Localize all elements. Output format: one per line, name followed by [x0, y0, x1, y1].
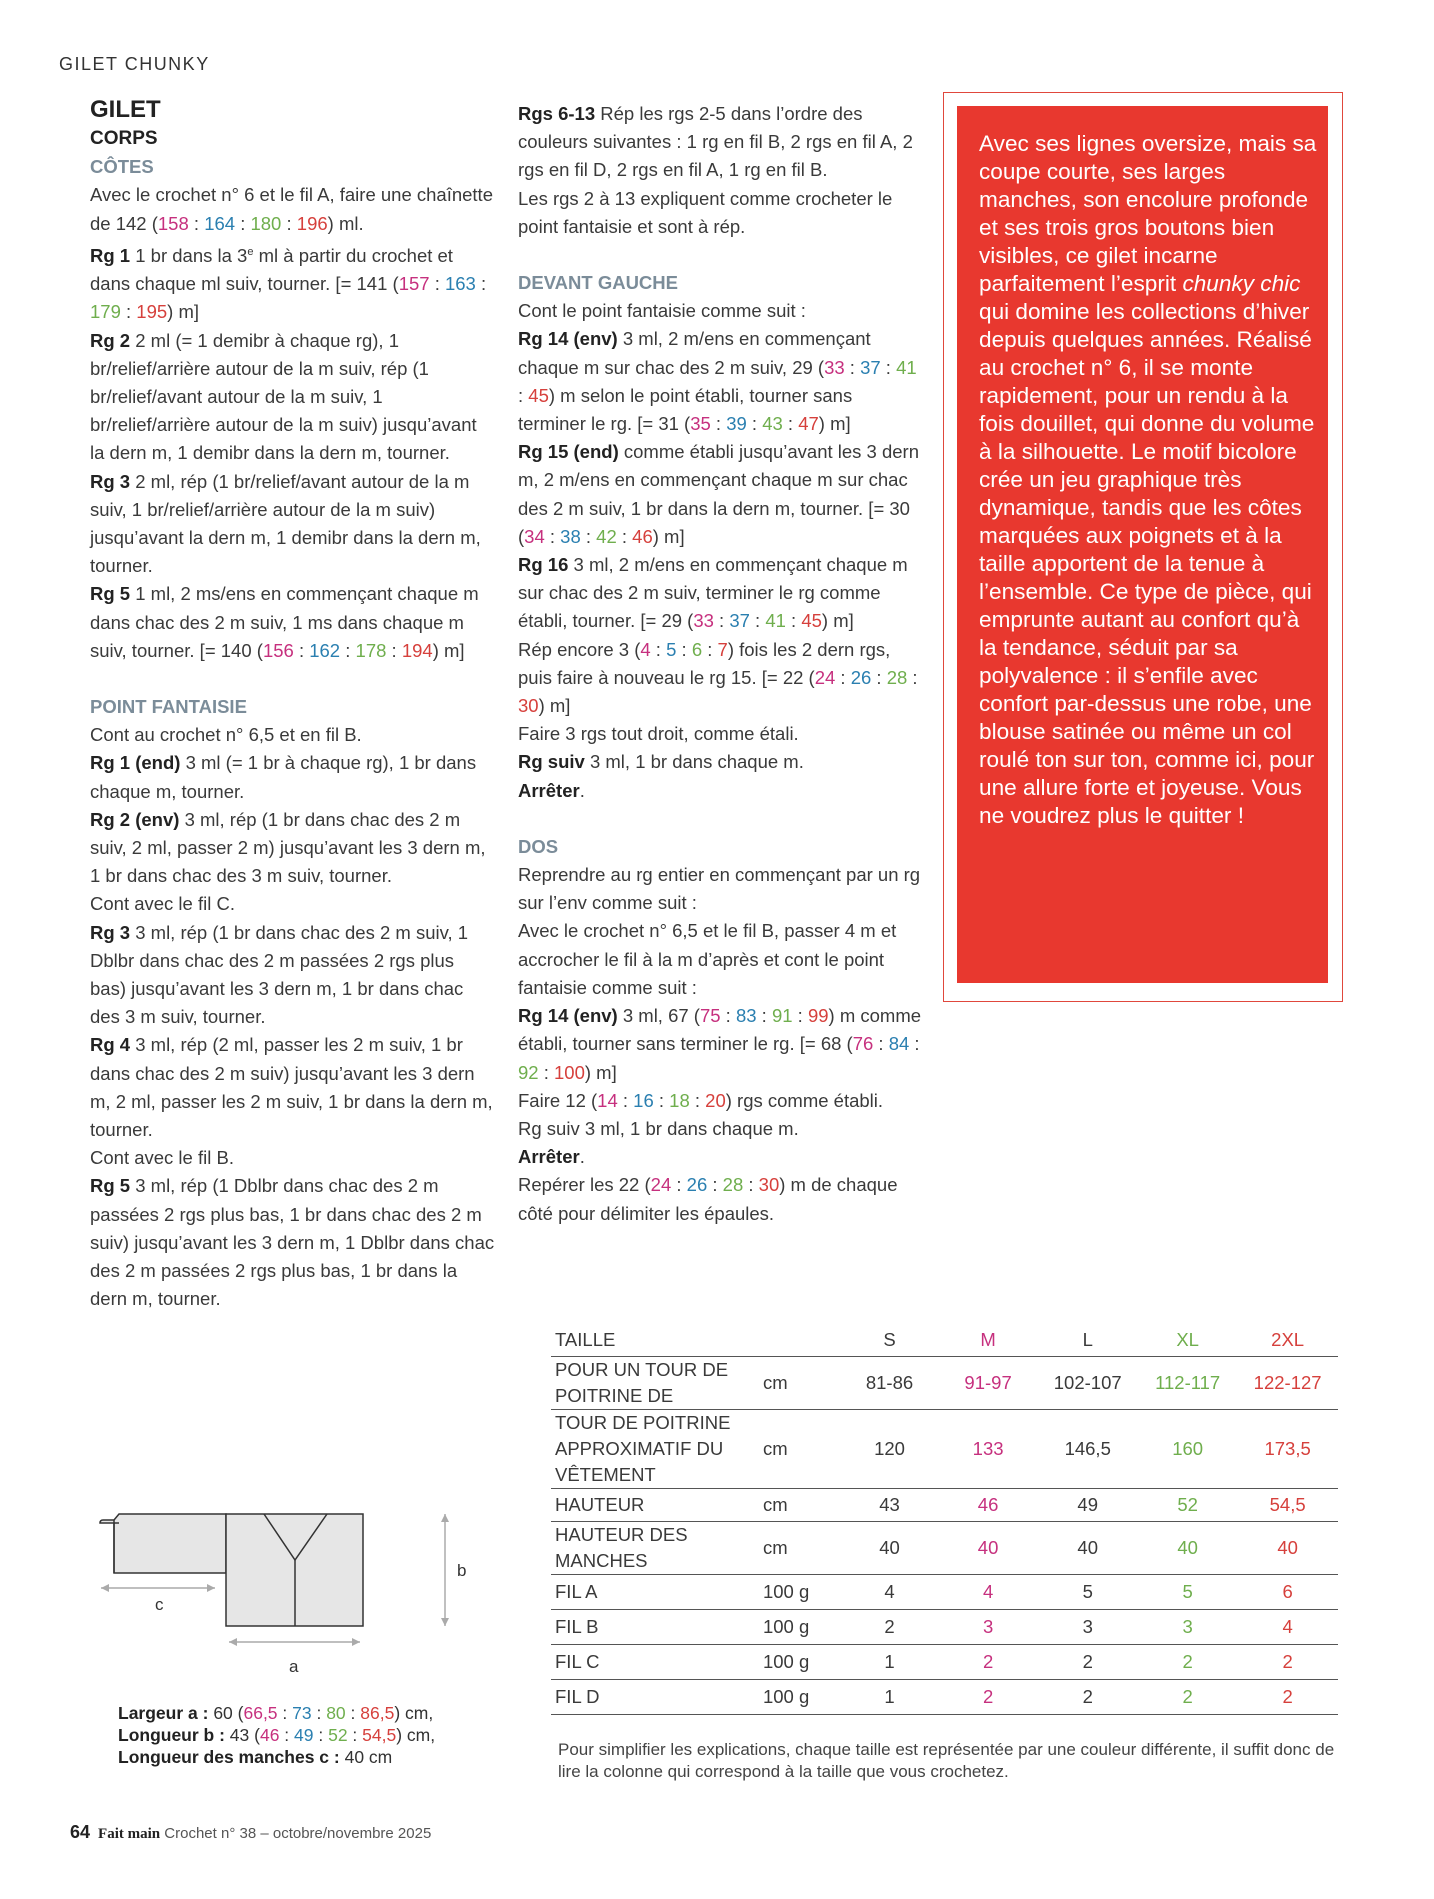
- section-title-gilet: GILET: [90, 96, 161, 123]
- section-title-corps: CORPS: [90, 128, 158, 149]
- page-footer: [70, 1822, 431, 1843]
- row-unit: cm: [759, 1522, 840, 1575]
- row-value: 40: [840, 1522, 939, 1575]
- row-value: 120: [840, 1410, 939, 1489]
- row-value: 40: [1037, 1522, 1138, 1575]
- row-value: 40: [1237, 1522, 1338, 1575]
- page-number: 64: [70, 1822, 91, 1842]
- instruction-pf-intro: Cont au crochet n° 6,5 et en fil B.: [90, 724, 362, 746]
- table-row: [551, 1522, 1338, 1575]
- table-header-cell: TAILLE: [551, 1324, 759, 1357]
- instruction-pf-rg4: Rg 4 3 ml, rép (2 ml, passer les 2 m suiv, 1 br dans chac des 2 m suiv) jusqu’avant les 3 dern m, 2 ml, passer les 2 m suiv, 1 br dans la dern m, tourner.: [90, 1034, 493, 1141]
- column-left: [90, 95, 495, 1313]
- row-unit: 100 g: [759, 1645, 840, 1680]
- table-header-cell: 2XL: [1237, 1324, 1338, 1357]
- row-value: 2: [840, 1610, 939, 1645]
- size-table: [551, 1324, 1338, 1715]
- dimensions-block: [118, 1702, 518, 1768]
- row-value: 46: [939, 1489, 1038, 1522]
- row-value: 2: [1237, 1680, 1338, 1715]
- table-row: [551, 1575, 1338, 1610]
- row-value: 4: [939, 1575, 1038, 1610]
- table-row: [551, 1680, 1338, 1715]
- table-row: [551, 1489, 1338, 1522]
- label-a: a: [289, 1657, 299, 1676]
- section-title-point-fantaisie: POINT FANTAISIE: [90, 696, 247, 718]
- row-value: 1: [840, 1645, 939, 1680]
- row-unit: cm: [759, 1410, 840, 1489]
- row-value: 6: [1237, 1575, 1338, 1610]
- table-header-cell: L: [1037, 1324, 1138, 1357]
- table-row: [551, 1610, 1338, 1645]
- row-value: 160: [1138, 1410, 1237, 1489]
- instruction-intro: Avec le crochet n° 6 et le fil A, faire une chaînette de 142 (158 : 164 : 180 : 196) ml.: [90, 184, 493, 234]
- table-header-cell: XL: [1138, 1324, 1237, 1357]
- row-unit: 100 g: [759, 1610, 840, 1645]
- instruction-dg-repeat: Rép encore 3 (4 : 5 : 6 : 7) fois les 2 dern rgs, puis faire à nouveau le rg 15. [= 22 (24 : 26 : 28 : 30) m]: [518, 638, 918, 717]
- table-row: [551, 1645, 1338, 1680]
- row-value: 122-127: [1237, 1357, 1338, 1410]
- row-label: FIL A: [551, 1575, 759, 1610]
- dim-manches: Longueur des manches c : 40 cm: [118, 1747, 393, 1767]
- row-value: 54,5: [1237, 1489, 1338, 1522]
- garment-schematic: [95, 1500, 485, 1695]
- dim-largeur: Largeur a : 60 (66,5 : 73 : 80 : 86,5) cm,: [118, 1703, 434, 1723]
- row-value: 2: [939, 1645, 1038, 1680]
- instruction-pf-rg2: Rg 2 (env) 3 ml, rép (1 br dans chac des 2 m suiv, 2 ml, passer 2 m) jusqu’avant les 3 dern m, 1 br dans chac des 3 m suiv, tourner.: [90, 808, 486, 887]
- row-value: 49: [1037, 1489, 1138, 1522]
- row-label: POUR UN TOUR DE POITRINE DE: [551, 1357, 759, 1410]
- row-value: 4: [1237, 1610, 1338, 1645]
- row-value: 1: [840, 1680, 939, 1715]
- instruction-rgs-note: Les rgs 2 à 13 expliquent comme crocheter le point fantaisie et sont à rép.: [518, 187, 893, 237]
- row-value: 2: [939, 1680, 1038, 1715]
- row-value: 5: [1138, 1575, 1237, 1610]
- instruction-dos-reperer: Repérer les 22 (24 : 26 : 28 : 30) m de chaque côté pour délimiter les épaules.: [518, 1174, 898, 1224]
- running-header: GILET CHUNKY: [59, 54, 210, 74]
- row-value: 133: [939, 1410, 1038, 1489]
- row-unit: 100 g: [759, 1680, 840, 1715]
- instruction-dg-faire3: Faire 3 rgs tout droit, comme étali.: [518, 723, 799, 745]
- row-value: 2: [1237, 1645, 1338, 1680]
- row-value: 91-97: [939, 1357, 1038, 1410]
- row-value: 2: [1037, 1680, 1138, 1715]
- instruction-rg3: Rg 3 2 ml, rép (1 br/relief/avant autour de la m suiv, 1 br/relief/arrière autour de la m suiv) jusqu’avant la dern m, 1 demibr dans la dern m, tourner.: [90, 470, 481, 577]
- table-header-cell: S: [840, 1324, 939, 1357]
- row-label: TOUR DE POITRINE APPROXIMATIF DU VÊTEMENT: [551, 1410, 759, 1489]
- row-unit: cm: [759, 1489, 840, 1522]
- instruction-rg5: Rg 5 1 ml, 2 ms/ens en commençant chaque m dans chac des 2 m suiv, 1 ms dans chaque m suiv, tourner. [= 140 (156 : 162 : 178 : 194) m]: [90, 583, 479, 661]
- instruction-pf-fil-c: Cont avec le fil C.: [90, 893, 235, 915]
- instruction-dos-arreter: Arrêter.: [518, 1146, 585, 1168]
- table-row: [551, 1357, 1338, 1410]
- instruction-dos-faire12: Faire 12 (14 : 16 : 18 : 20) rgs comme établi.: [518, 1089, 884, 1111]
- row-value: 43: [840, 1489, 939, 1522]
- section-title-dos: DOS: [518, 835, 559, 857]
- instruction-dos-rg14: Rg 14 (env) 3 ml, 67 (75 : 83 : 91 : 99) m comme établi, tourner sans terminer le rg. [= 68 (76 : 84 : 92 : 100) m]: [518, 1005, 922, 1083]
- row-value: 4: [840, 1575, 939, 1610]
- row-value: 2: [1138, 1680, 1237, 1715]
- row-value: 3: [1037, 1610, 1138, 1645]
- instruction-dg-rg16: Rg 16 3 ml, 2 m/ens en commençant chaque m sur chac des 2 m suiv, terminer le rg comme établi, tourner. [= 29 (33 : 37 : 41 : 45) m]: [518, 554, 908, 632]
- instruction-dg-rg15: Rg 15 (end) comme établi jusqu’avant les 3 dern m, 2 m/ens en commençant chaque m sur chac des 2 m suiv, 1 br dans la dern m, tourner. [= 30 (34 : 38 : 42 : 46) m]: [518, 441, 920, 547]
- row-value: 40: [939, 1522, 1038, 1575]
- instruction-pf-rg1: Rg 1 (end) 3 ml (= 1 br à chaque rg), 1 br dans chaque m, tourner.: [90, 752, 477, 802]
- instruction-dg-arreter: Arrêter.: [518, 779, 585, 801]
- instruction-rgs-6-13: Rgs 6-13 Rép les rgs 2-5 dans l’ordre des couleurs suivantes : 1 rg en fil B, 2 rgs en fil A, 2 rgs en fil D, 2 rgs en fil A, 1 rg en fil B.: [518, 103, 913, 181]
- instruction-pf-rg3: Rg 3 3 ml, rép (1 br dans chac des 2 m suiv, 1 Dblbr dans chac des 2 m passées 2 rgs plus bas) jusqu’avant les 3 dern m, 1 br dans chac des 3 m suiv, tourner.: [90, 921, 469, 1028]
- size-table-note: Pour simplifier les explications, chaque taille est représentée par une couleur différente, il suffit donc de lire la colonne qui correspond à la taille que vous crochetez.: [558, 1740, 1335, 1781]
- row-value: 3: [939, 1610, 1038, 1645]
- callout-text: Avec ses lignes oversize, mais sa coupe courte, ses larges manches, son encolure profonde et ses trois gros boutons bien visibles, ce gilet incarne parfaitement l’esprit chunky chic qui domine les collections d’hiver depuis quelques années. Réalisé au crochet n° 6, il se monte rapidement, pour un rendu à la fois douillet, qui donne du volume à la silhouette. Le motif bicolore crée un jeu graphique très dynamique, tandis que les côtes marquées aux poignets et à la taille apportent de la tenue à l’ensemble. Ce type de pièce, qui emprunte autant au confort qu’à la tendance, séduit par sa polyvalence : il s’enfile avec confort par-dessus une robe, une blouse satinée ou même un col roulé ton sur ton, comme ici, pour une allure forte et joyeuse. Vous ne voudrez plus le quitter !: [979, 131, 1317, 828]
- row-unit: cm: [759, 1357, 840, 1410]
- dim-longueur: Longueur b : 43 (46 : 49 : 52 : 54,5) cm,: [118, 1725, 436, 1745]
- instruction-dg-intro: Cont le point fantaisie comme suit :: [518, 300, 806, 322]
- table-row: [551, 1410, 1338, 1489]
- row-value: 146,5: [1037, 1410, 1138, 1489]
- row-value: 40: [1138, 1522, 1237, 1575]
- instruction-dos-intro: Reprendre au rg entier en commençant par un rg sur l’env comme suit :: [518, 864, 921, 914]
- row-value: 81-86: [840, 1357, 939, 1410]
- section-title-devant-gauche: DEVANT GAUCHE: [518, 272, 678, 294]
- instruction-pf-rg5: Rg 5 3 ml, rép (1 Dblbr dans chac des 2 m passées 2 rgs plus bas, 1 br dans chac des 2 m suiv) jusqu’avant les 3 dern m, 1 Dblbr dans chac des 2 m passées 2 rgs plus bas, 1 br dans la dern m, tourner.: [90, 1175, 495, 1310]
- brand-logo: Fait main: [98, 1826, 161, 1842]
- column-middle: [518, 100, 923, 1228]
- row-label: HAUTEUR: [551, 1489, 759, 1522]
- table-header-cell: [759, 1324, 840, 1357]
- row-value: 52: [1138, 1489, 1237, 1522]
- label-c: c: [155, 1595, 164, 1614]
- row-value: 2: [1138, 1645, 1237, 1680]
- instruction-rg1: Rg 1 1 br dans la 3e ml à partir du crochet et dans chaque ml suiv, tourner. [= 141 (157 : 163 : 179 : 195) m]: [90, 244, 487, 323]
- instruction-dg-rgsuiv: Rg suiv 3 ml, 1 br dans chaque m.: [518, 751, 804, 773]
- instruction-rg2: Rg 2 2 ml (= 1 demibr à chaque rg), 1 br/relief/arrière autour de la m suiv, rép (1 br/relief/avant autour de la m suiv, 1 br/relief/arrière autour de la m suiv) jusqu’avant la dern m, 1 demibr dans la dern m, tourner.: [90, 329, 477, 464]
- row-value: 3: [1138, 1610, 1237, 1645]
- row-value: 173,5: [1237, 1410, 1338, 1489]
- instruction-dg-rg14: Rg 14 (env) 3 ml, 2 m/ens en commençant chaque m sur chac des 2 m suiv, 29 (33 : 37 : 41 : 45) m selon le point établi, tourner sans terminer le rg. [= 31 (35 : 39 : 43 : 47) m]: [518, 328, 917, 435]
- row-label: FIL C: [551, 1645, 759, 1680]
- row-label: HAUTEUR DES MANCHES: [551, 1522, 759, 1575]
- row-unit: 100 g: [759, 1575, 840, 1610]
- instruction-dos-p2: Avec le crochet n° 6,5 et le fil B, passer 4 m et accrocher le fil à la m d’après et cont le point fantaisie comme suit :: [518, 920, 897, 998]
- issue-info: Crochet n° 38 – octobre/novembre 2025: [160, 1825, 432, 1842]
- row-label: FIL B: [551, 1610, 759, 1645]
- instruction-dos-rgsuiv: Rg suiv 3 ml, 1 br dans chaque m.: [518, 1117, 799, 1139]
- row-value: 102-107: [1037, 1357, 1138, 1410]
- table-header-row: [551, 1324, 1338, 1357]
- row-value: 2: [1037, 1645, 1138, 1680]
- row-value: 5: [1037, 1575, 1138, 1610]
- table-header-cell: M: [939, 1324, 1038, 1357]
- sleeve-shape: [100, 1514, 226, 1573]
- row-label: FIL D: [551, 1680, 759, 1715]
- label-b: b: [457, 1561, 467, 1580]
- section-title-cotes: CÔTES: [90, 156, 154, 178]
- instruction-pf-fil-b: Cont avec le fil B.: [90, 1147, 234, 1169]
- row-value: 112-117: [1138, 1357, 1237, 1410]
